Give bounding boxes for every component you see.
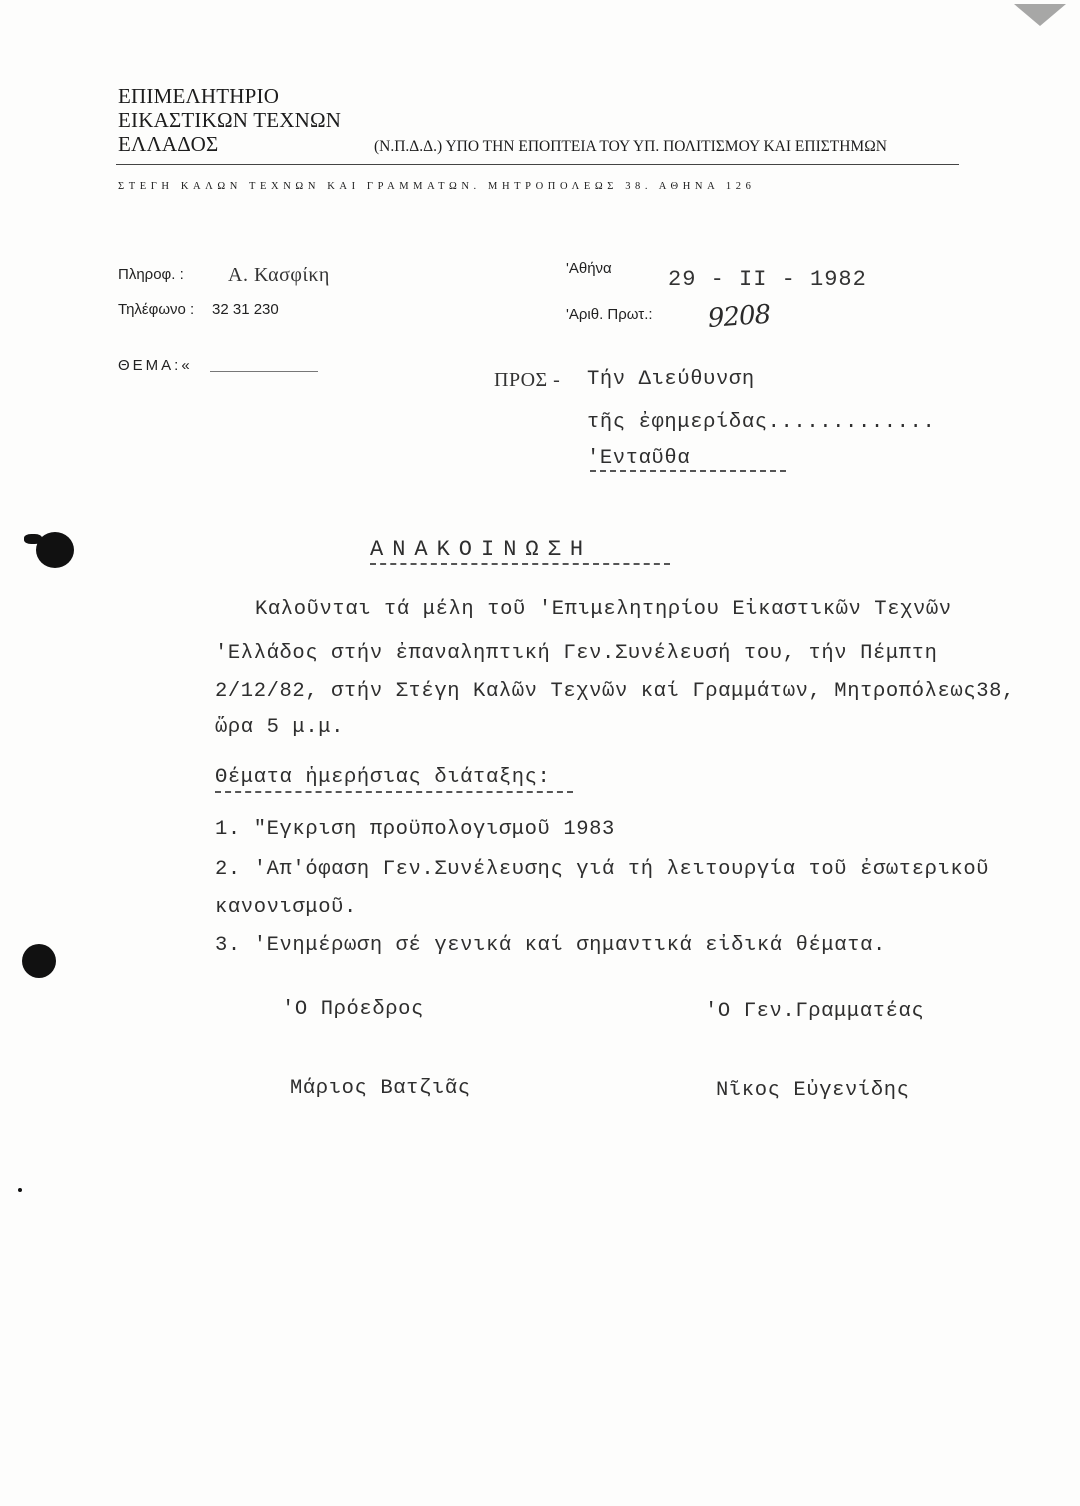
- recipient-line-3: 'Ενταῦθα: [587, 447, 691, 470]
- address-line: ΣΤΕΓΗ ΚΑΛΩΝ ΤΕΧΝΩΝ ΚΑΙ ΓΡΑΜΜΑΤΩΝ. ΜΗΤΡΟΠΟΛΕΩΣ 38. ΑΘΗΝΑ 126: [118, 181, 756, 192]
- punch-hole-bottom: [22, 944, 56, 978]
- paragraph-line-1: Καλοῦνται τά μέλη τοῦ 'Επιμελητηρίου Εἰκαστικῶν Τεχνῶν: [255, 598, 952, 621]
- recipient-line-2: τῆς ἐφημερίδας.............: [587, 411, 936, 434]
- agenda-item-2-continued: κανονισμοῦ.: [215, 896, 357, 919]
- secretary-name: Νῖκος Εὐγενίδης: [716, 1079, 910, 1102]
- info-value: Α. Κασφίκη: [228, 264, 330, 286]
- paper-speck: [18, 1188, 22, 1192]
- protocol-label: 'Αριθ. Πρωτ.:: [566, 306, 653, 323]
- agenda-item-2: 2. 'Απ'όφαση Γεν.Συνέλευσης γιά τή λειτουργία τοῦ ἐσωτερικοῦ: [215, 858, 990, 881]
- president-role: 'Ο Πρόεδρος: [282, 998, 424, 1021]
- org-name-line-2: ΕΙΚΑΣΤΙΚΩΝ ΤΕΧΝΩΝ: [118, 108, 342, 132]
- recipient-line-1: Τήν Διεύθυνση: [587, 368, 755, 391]
- org-name-line-1: ΕΠΙΜΕΛΗΤΗΡΙΟ: [118, 84, 280, 108]
- recipient-underline: [590, 470, 786, 472]
- paragraph-line-2: 'Ελλάδος στήν ἐπαναληπτική Γεν.Συνέλευσή του, τήν Πέμπτη: [215, 642, 938, 665]
- recipient-to-label: ΠΡΟΣ -: [494, 369, 561, 391]
- punch-hole-smudge: [24, 534, 42, 544]
- place-label: 'Αθήνα: [566, 260, 612, 277]
- corner-fold-mark: [1014, 4, 1066, 26]
- supervision-line: (Ν.Π.Δ.Δ.) ΥΠΟ ΤΗΝ ΕΠΟΠΤΕΙΑ ΤΟΥ ΥΠ. ΠΟΛΙΤΙΣΜΟΥ ΚΑΙ ΕΠΙΣΤΗΜΩΝ: [374, 138, 887, 155]
- subject-label: ΘΕΜΑ:«: [118, 357, 193, 374]
- secretary-role: 'Ο Γεν.Γραμματέας: [705, 1000, 925, 1023]
- paragraph-line-3: 2/12/82, στήν Στέγη Καλῶν Τεχνῶν καί Γραμμάτων, Μητροπόλεως38,: [215, 680, 1015, 703]
- agenda-item-3: 3. 'Ενημέρωση σέ γενικά καί σημαντικά εἰδικά θέματα.: [215, 934, 886, 957]
- president-name: Μάριος Βατζιᾶς: [290, 1077, 471, 1100]
- title-underline: [370, 563, 670, 565]
- letterhead-divider: [116, 164, 959, 165]
- date-value: 29 - II - 1982: [668, 267, 867, 292]
- info-label: Πληροφ. :: [118, 266, 184, 283]
- phone-label: Τηλέφωνο :: [118, 301, 195, 318]
- org-name-line-3: ΕΛΛΑΔΟΣ: [118, 132, 219, 156]
- protocol-number-handwritten: 9208: [706, 299, 772, 334]
- announcement-title: ΑΝΑΚΟΙΝΩΣΗ: [370, 537, 593, 562]
- subject-blank-line: [210, 371, 318, 372]
- agenda-item-1: 1. "Εγκριση προϋπολογισμοῦ 1983: [215, 818, 615, 841]
- agenda-heading: Θέματα ἡμερήσιας διάταξης:: [215, 766, 551, 789]
- phone-value: 32 31 230: [212, 301, 279, 318]
- paragraph-line-4: ὥρα 5 μ.μ.: [215, 716, 345, 739]
- agenda-heading-underline: [215, 791, 573, 793]
